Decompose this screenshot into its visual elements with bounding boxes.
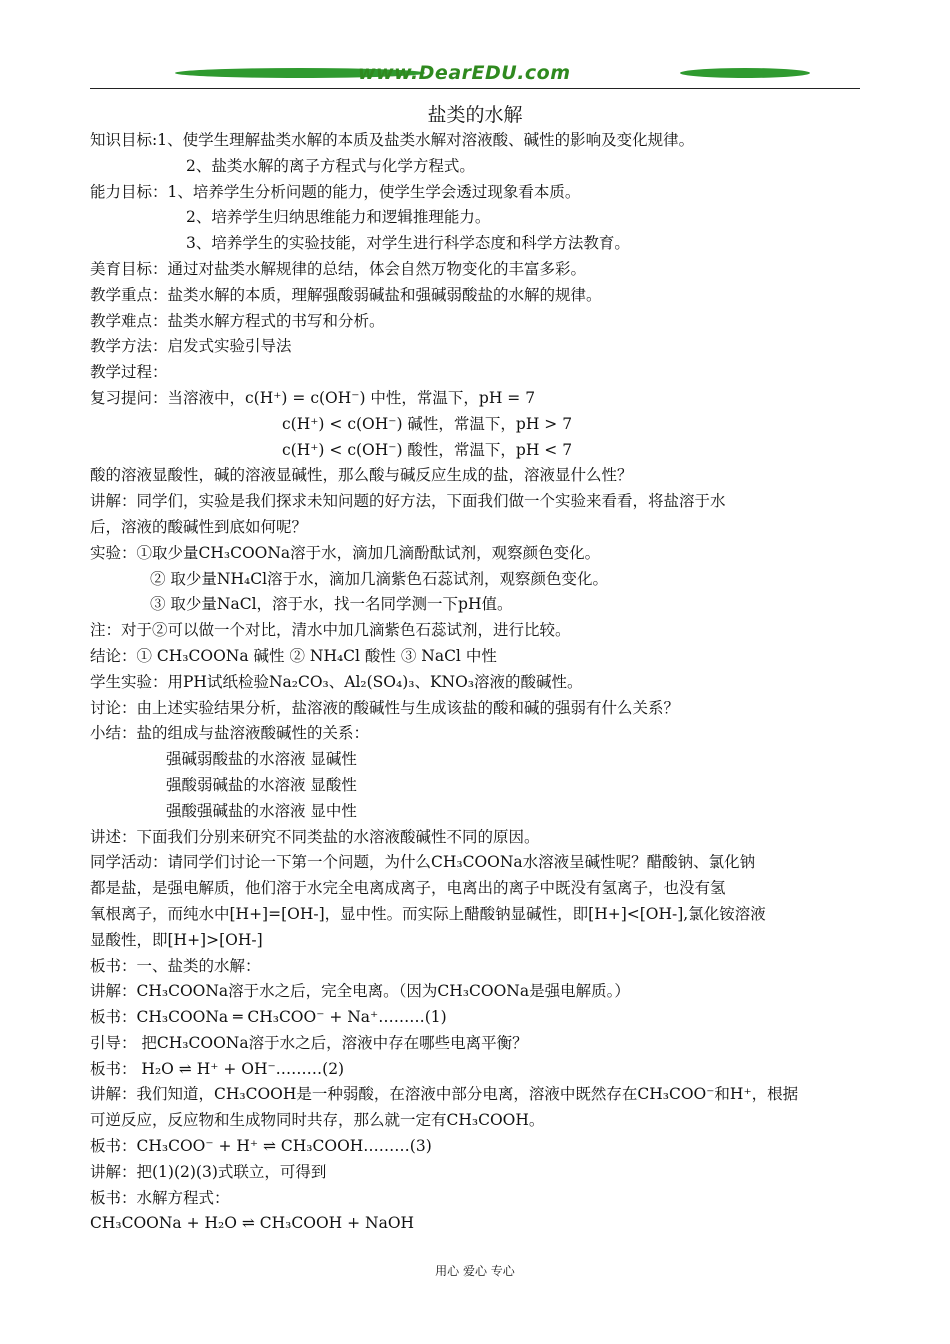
- text-line: c(H⁺) < c(OH⁻) 酸性，常温下，pH < 7: [282, 440, 573, 459]
- text-line: 引导： 把CH₃COONa溶于水之后，溶液中存在哪些电离平衡？: [90, 1033, 528, 1052]
- text-line: 板书：水解方程式：: [90, 1188, 230, 1207]
- text-line: 板书：CH₃COONa ═ CH₃COO⁻ + Na⁺………(1): [90, 1008, 447, 1027]
- text-line: 教学难点：盐类水解方程式的书写和分析。: [90, 311, 385, 330]
- text-line: 后，溶液的酸碱性到底如何呢？: [90, 517, 308, 536]
- text-line: 2、培养学生归纳思维能力和逻辑推理能力。: [186, 208, 491, 227]
- swoosh-right-decoration: [680, 68, 810, 78]
- text-line: 注：对于②可以做一个对比，清水中加几滴紫色石蕊试剂，进行比较。: [90, 621, 571, 640]
- text-line: 美育目标：通过对盐类水解规律的总结，体会自然万物变化的丰富多彩。: [90, 259, 587, 278]
- text-line: 教学方法：启发式实验引导法: [90, 337, 292, 356]
- document-title: 盐类的水解: [427, 104, 523, 126]
- text-line: 强酸强碱盐的水溶液 显中性: [166, 801, 357, 820]
- text-line: 板书：一、盐类的水解：: [90, 956, 261, 975]
- site-logo: www.DearEDU.com: [358, 62, 571, 84]
- text-line: 小结：盐的组成与盐溶液酸碱性的关系：: [90, 724, 370, 743]
- text-line: 都是盐，是强电解质，他们溶于水完全电离成离子，电离出的离子中既没有氢离子，也没有氢: [90, 879, 726, 898]
- text-line: 结论：① CH₃COONa 碱性 ② NH₄Cl 酸性 ③ NaCl 中性: [90, 646, 497, 665]
- text-line: 显酸性，即[H+]>[OH-]: [90, 930, 263, 949]
- text-line: 板书： H₂O ⇌ H⁺ + OH⁻………(2): [90, 1059, 345, 1078]
- text-line: 2、盐类水解的离子方程式与化学方程式。: [186, 156, 475, 175]
- text-line: 同学活动：请同学们讨论一下第一个问题，为什么CH₃COONa水溶液呈碱性呢？醋酸钠、氯化钠: [90, 853, 756, 872]
- text-line: 讨论：由上述实验结果分析，盐溶液的酸碱性与生成该盐的酸和碱的强弱有什么关系？: [90, 698, 680, 717]
- text-line: ② 取少量NH₄Cl溶于水，滴加几滴紫色石蕊试剂，观察颜色变化。: [150, 569, 609, 588]
- text-line: 教学重点：盐类水解的本质，理解强酸弱碱盐和强碱弱酸盐的水解的规律。: [90, 285, 602, 304]
- text-line: 学生实验：用PH试纸检验Na₂CO₃、Al₂(SO₄)₃、KNO₃溶液的酸碱性。: [90, 672, 583, 691]
- text-line: 实验：①取少量CH₃COONa溶于水，滴加几滴酚酞试剂，观察颜色变化。: [90, 543, 601, 562]
- text-line: 讲解：我们知道，CH₃COOH是一种弱酸，在溶液中部分电离，溶液中既然存在CH₃COO⁻和H⁺，根据: [90, 1085, 799, 1104]
- text-line: 知识目标:1、使学生理解盐类水解的本质及盐类水解对溶液酸、碱性的影响及变化规律。: [90, 131, 695, 149]
- text-line: 讲解：同学们，实验是我们探求未知问题的好方法，下面我们做一个实验来看看，将盐溶于水: [90, 492, 726, 511]
- text-line: CH₃COONa + H₂O ⇌ CH₃COOH + NaOH: [90, 1214, 415, 1233]
- text-line: c(H⁺) < c(OH⁻) 碱性，常温下，pH > 7: [282, 414, 573, 433]
- text-line: 酸的溶液显酸性，碱的溶液显碱性，那么酸与碱反应生成的盐，溶液显什么性？: [90, 466, 633, 485]
- text-line: 教学过程：: [90, 363, 168, 382]
- text-line: 强碱弱酸盐的水溶液 显碱性: [166, 750, 357, 769]
- text-line: 复习提问：当溶液中，c(H⁺) = c(OH⁻) 中性，常温下，pH = 7: [90, 388, 536, 407]
- text-line: 讲解：CH₃COONa溶于水之后，完全电离。（因为CH₃COONa是强电解质。）: [90, 982, 630, 1001]
- text-line: 3、培养学生的实验技能，对学生进行科学态度和科学方法教育。: [186, 234, 630, 253]
- text-line: 讲解：把(1)(2)(3)式联立，可得到: [90, 1162, 327, 1181]
- text-line: 板书：CH₃COO⁻ + H⁺ ⇌ CH₃COOH………(3): [90, 1137, 432, 1156]
- site-header: [90, 62, 860, 90]
- text-line: 强酸弱碱盐的水溶液 显酸性: [166, 775, 357, 794]
- document-body: [90, 128, 865, 1237]
- text-line: ③ 取少量NaCl，溶于水，找一名同学测一下pH值。: [150, 595, 513, 614]
- header-rule: [90, 88, 860, 89]
- text-line: 能力目标：1、培养学生分析问题的能力，使学生学会透过现象看本质。: [90, 182, 581, 201]
- text-line: 氧根离子，而纯水中[H+]=[OH-]，显中性。而实际上醋酸钠显碱性，即[H+]<[OH-],氯化铵溶液: [90, 904, 766, 923]
- text-line: 可逆反应，反应物和生成物同时共存，那么就一定有CH₃COOH。: [90, 1111, 545, 1130]
- page-footer: 用心 爱心 专心: [435, 1264, 515, 1278]
- text-line: 讲述：下面我们分别来研究不同类盐的水溶液酸碱性不同的原因。: [90, 827, 540, 846]
